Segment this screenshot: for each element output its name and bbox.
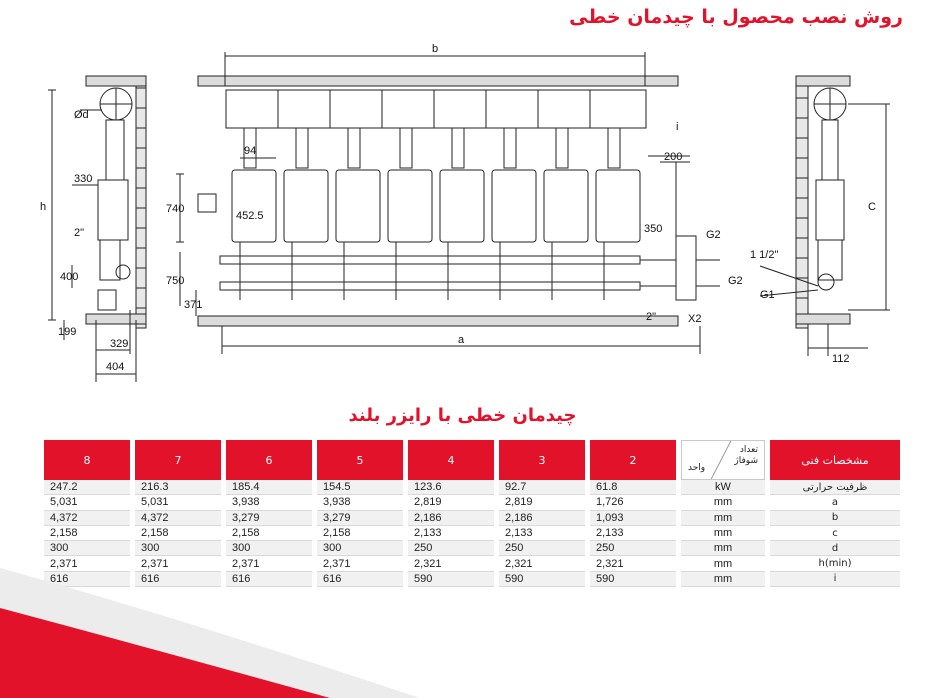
table-cell: 2,158 — [226, 526, 312, 541]
table-cell: 92.7 — [499, 480, 585, 495]
table-cell: 2,371 — [135, 556, 221, 571]
table-cell: 2,133 — [408, 526, 494, 541]
label-g2-bottom: G2 — [728, 275, 743, 287]
table-spec-cell: c — [770, 526, 900, 541]
table-unit-cell: mm — [681, 572, 765, 587]
table-cell: 3,938 — [317, 495, 403, 510]
table-row — [44, 495, 900, 510]
table-cell: 2,133 — [499, 526, 585, 541]
header-col-7: 7 — [135, 440, 221, 480]
label-740: 740 — [166, 203, 185, 215]
label-b: b — [432, 43, 439, 55]
label-g1: G1 — [760, 289, 775, 301]
table-cell: 154.5 — [317, 480, 403, 495]
table-row — [44, 480, 900, 495]
left-wall-brick — [136, 78, 146, 328]
label-a: a — [458, 334, 465, 346]
table-unit-cell: mm — [681, 495, 765, 510]
table-header-row — [44, 440, 900, 480]
table-cell: 2,819 — [408, 495, 494, 510]
header-col-3: 3 — [499, 440, 585, 480]
table-unit-cell: mm — [681, 556, 765, 571]
header-unit-count — [681, 440, 765, 480]
front-bottom-beam — [198, 316, 678, 326]
table-unit-cell: mm — [681, 526, 765, 541]
header-radiator-label: شوفاژ — [734, 456, 758, 466]
table-cell: 250 — [499, 541, 585, 556]
front-top-beam — [198, 76, 678, 86]
table-cell: 4,372 — [44, 511, 130, 526]
table-unit-cell: mm — [681, 511, 765, 526]
table-cell: 2,133 — [590, 526, 676, 541]
table-spec-cell: h(min) — [770, 556, 900, 571]
table-cell: 3,279 — [226, 511, 312, 526]
installation-drawing — [0, 30, 925, 400]
table-cell: 300 — [226, 541, 312, 556]
table-cell: 123.6 — [408, 480, 494, 495]
label-200: 200 — [664, 151, 683, 163]
table-cell: 2,371 — [317, 556, 403, 571]
label-112: 112 — [832, 353, 850, 365]
header-col-8: 8 — [44, 440, 130, 480]
section-title: چیدمان خطی با رایزر بلند — [348, 405, 577, 426]
table-cell: 5,031 — [44, 495, 130, 510]
table-cell: 616 — [317, 572, 403, 587]
table-cell: 300 — [44, 541, 130, 556]
table-cell: 2,371 — [226, 556, 312, 571]
label-330: 330 — [74, 173, 93, 185]
table-cell: 590 — [408, 572, 494, 587]
table-cell: 2,819 — [499, 495, 585, 510]
table-cell: 2,158 — [317, 526, 403, 541]
page-title: روش نصب محصول با چیدمان خطی — [569, 6, 903, 28]
hydraulic-separator — [676, 236, 696, 300]
label-x2: X2 — [688, 313, 702, 325]
label-2in: 2" — [646, 311, 657, 323]
table-cell: 3,279 — [317, 511, 403, 526]
table-cell: 616 — [44, 572, 130, 587]
table-row — [44, 526, 900, 541]
table-cell: 61.8 — [590, 480, 676, 495]
label-371: 371 — [184, 299, 203, 311]
header-col-5: 5 — [317, 440, 403, 480]
table-cell: 2,321 — [408, 556, 494, 571]
table-cell: 250 — [590, 541, 676, 556]
table-cell: 185.4 — [226, 480, 312, 495]
label-400: 400 — [60, 271, 79, 283]
table-cell: 2,186 — [408, 511, 494, 526]
table-unit-cell: kW — [681, 480, 765, 495]
label-94: 94 — [244, 145, 257, 157]
label-329: 329 — [110, 338, 129, 350]
table-cell: 1,726 — [590, 495, 676, 510]
right-wall-brick — [796, 78, 808, 328]
label-h: h — [40, 201, 47, 213]
table-spec-cell: d — [770, 541, 900, 556]
table-cell: 2,158 — [44, 526, 130, 541]
label-od: Ød — [74, 109, 89, 121]
table-cell: 300 — [317, 541, 403, 556]
table-spec-cell: a — [770, 495, 900, 510]
table-cell: 4,372 — [135, 511, 221, 526]
label-199: 199 — [58, 326, 77, 338]
table-spec-cell: b — [770, 511, 900, 526]
table-cell: 3,938 — [226, 495, 312, 510]
table-cell: 590 — [499, 572, 585, 587]
technical-drawing-svg — [0, 30, 925, 400]
table-cell: 2,321 — [499, 556, 585, 571]
header-spec: مشخصات فنی — [770, 440, 900, 480]
label-452-5: 452.5 — [236, 210, 264, 222]
table-cell: 300 — [135, 541, 221, 556]
label-2in-left: 2" — [74, 227, 85, 239]
table-cell: 590 — [590, 572, 676, 587]
table-cell: 2,321 — [590, 556, 676, 571]
label-g2-top: G2 — [706, 229, 721, 241]
boiler-units — [232, 128, 640, 242]
label-350: 350 — [644, 223, 663, 235]
label-404: 404 — [106, 361, 125, 373]
table-spec-cell: ظرفیت حرارتی — [770, 480, 900, 495]
table-row — [44, 511, 900, 526]
table-cell: 1,093 — [590, 511, 676, 526]
header-count-label: تعداد — [739, 445, 758, 455]
table-cell: 5,031 — [135, 495, 221, 510]
label-1-1-2: 1 1/2" — [750, 249, 779, 261]
label-c: C — [868, 201, 876, 213]
table-cell: 250 — [408, 541, 494, 556]
table-cell: 2,158 — [135, 526, 221, 541]
label-i: i — [676, 121, 679, 133]
table-cell: 2,186 — [499, 511, 585, 526]
header-unit-label: واحد — [688, 463, 706, 473]
table-cell: 247.2 — [44, 480, 130, 495]
header-col-6: 6 — [226, 440, 312, 480]
header-col-4: 4 — [408, 440, 494, 480]
table-cell: 616 — [226, 572, 312, 587]
table-cell: 216.3 — [135, 480, 221, 495]
header-col-2: 2 — [590, 440, 676, 480]
table-cell: 2,371 — [44, 556, 130, 571]
label-750: 750 — [166, 275, 185, 287]
table-unit-cell: mm — [681, 541, 765, 556]
table-cell: 616 — [135, 572, 221, 587]
table-spec-cell: i — [770, 572, 900, 587]
decorative-swoosh — [0, 548, 420, 698]
